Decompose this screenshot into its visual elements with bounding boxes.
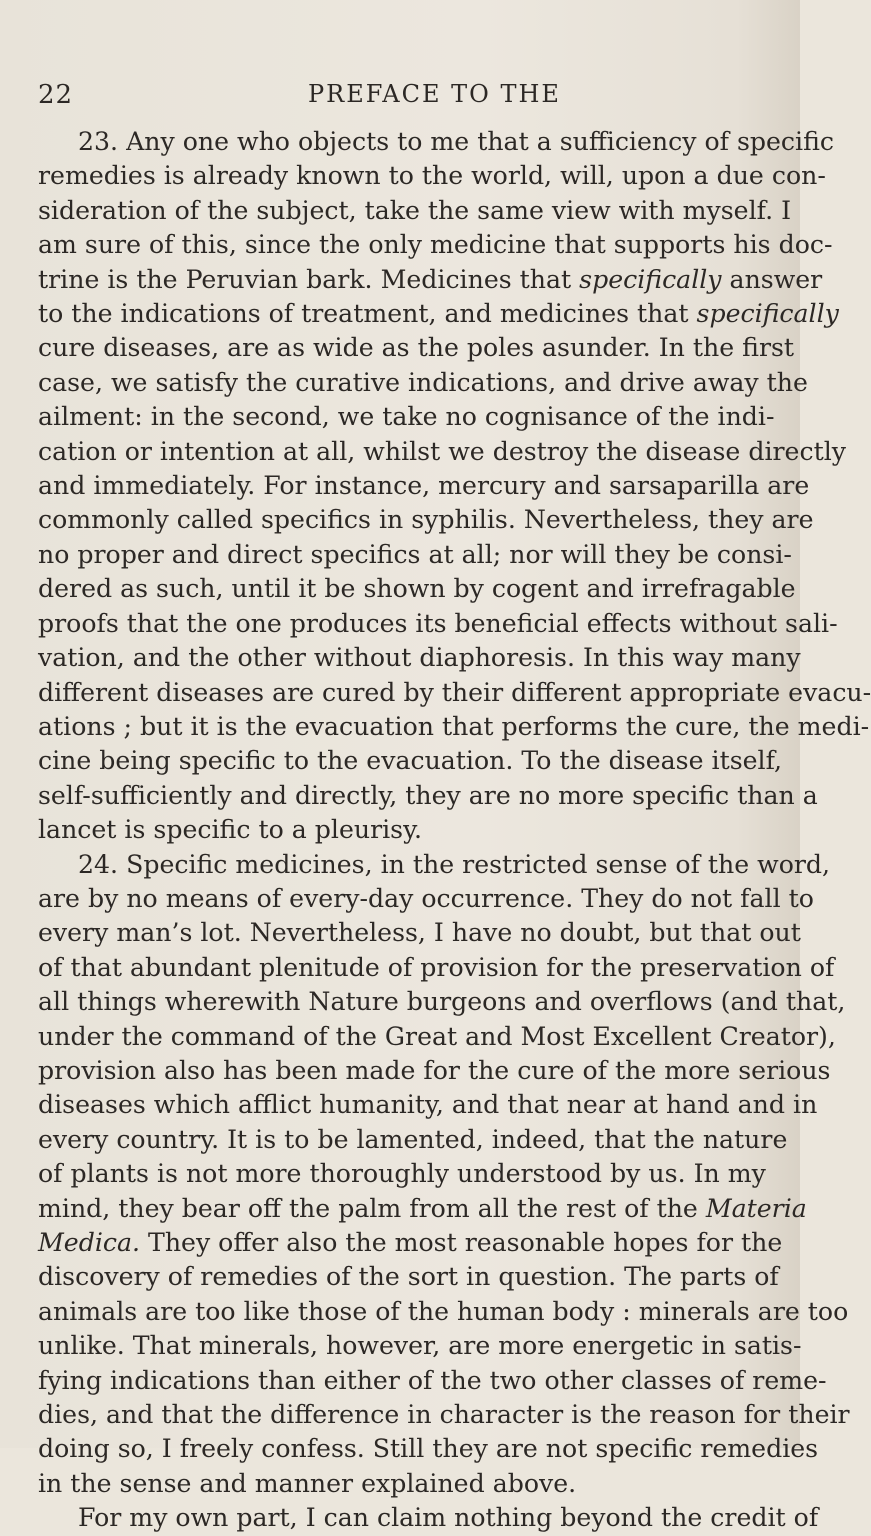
- text-line: [38, 503, 814, 537]
- text-line: [38, 1192, 807, 1226]
- text-run: commonly called specifics in syphilis. Nevertheless, they are: [38, 505, 814, 535]
- text-line: [38, 1088, 818, 1122]
- text-run: case, we satisfy the curative indications, and drive away the: [38, 367, 808, 397]
- text-run: of that abundant plenitude of provision for the preservation of: [38, 952, 835, 982]
- text-run: cation or intention at all, whilst we destroy the disease directly: [38, 436, 846, 466]
- text-run: They offer also the most reasonable hopes for the: [140, 1228, 783, 1257]
- text-line: [38, 641, 801, 675]
- text-run: doing so, I freely confess. Still they are not specific remedies: [38, 1434, 819, 1464]
- text-run: For my own part, I can claim nothing beyond the credit of: [78, 1503, 819, 1533]
- text-line: [38, 1020, 836, 1054]
- text-run: 23. Any one who objects to me that a sufficiency of specific: [78, 127, 834, 156]
- text-run: all things wherewith Nature burgeons and overflows (and that,: [38, 987, 846, 1017]
- text-run: unlike. That minerals, however, are more energetic in satis-: [38, 1331, 802, 1361]
- text-line: [38, 607, 838, 641]
- text-line: [38, 159, 826, 193]
- text-line: [38, 744, 783, 778]
- text-line: [38, 125, 834, 159]
- page-number: 22: [38, 80, 74, 110]
- text-line: [38, 1398, 850, 1432]
- text-line: [38, 1260, 779, 1294]
- italic-text-run: Materia: [705, 1193, 807, 1223]
- text-line: [38, 916, 801, 950]
- text-run: dies, and that the difference in character is the reason for their: [38, 1400, 850, 1430]
- text-line: [38, 400, 775, 434]
- text-line: [38, 951, 835, 985]
- text-line: [38, 469, 810, 503]
- text-run: different diseases are cured by their different appropriate evacu-: [38, 677, 871, 707]
- text-run: sideration of the subject, take the same view with myself. I: [38, 195, 792, 225]
- text-line: [38, 572, 796, 606]
- text-run: dered as such, until it be shown by cogent and irrefragable: [38, 574, 796, 604]
- page-header: [38, 80, 750, 110]
- text-run: animals are too like those of the human body : minerals are too: [38, 1296, 849, 1326]
- paragraph: [38, 125, 871, 848]
- text-run: under the command of the Great and Most Excellent Creator),: [38, 1021, 836, 1051]
- text-line: [38, 1123, 788, 1157]
- text-line: [38, 1467, 760, 1501]
- italic-text-run: specifically: [696, 299, 839, 329]
- text-line: [38, 263, 823, 297]
- text-line: [38, 813, 760, 847]
- paragraph: [38, 848, 850, 1502]
- text-run: and immediately. For instance, mercury and sarsaparilla are: [38, 471, 810, 501]
- text-line: [38, 1364, 827, 1398]
- text-run: diseases which afflict humanity, and that near at hand and in: [38, 1090, 818, 1120]
- text-line: [38, 985, 846, 1019]
- italic-text-run: specifically: [579, 264, 722, 294]
- text-line: [38, 1054, 831, 1088]
- text-line: [38, 1157, 766, 1191]
- running-head: PREFACE TO THE: [308, 80, 561, 108]
- text-run: discovery of remedies of the sort in question. The parts of: [38, 1262, 779, 1292]
- text-run: self-sufficiently and directly, they are no more specific than a: [38, 780, 818, 810]
- text-run: of plants is not more thoroughly understood by us. In my: [38, 1159, 766, 1189]
- text-run: fying indications than either of the two other classes of reme-: [38, 1365, 827, 1395]
- text-line: [38, 228, 833, 262]
- text-run: lancet is specific to a pleurisy.: [38, 815, 422, 845]
- text-run: every country. It is to be lamented, indeed, that the nature: [38, 1124, 788, 1154]
- text-run: remedies is already known to the world, will, upon a due con-: [38, 161, 826, 191]
- text-run: provision also has been made for the cure of the more serious: [38, 1055, 831, 1085]
- body-text: [38, 125, 871, 1536]
- text-line: [38, 1432, 819, 1466]
- text-line: [38, 366, 808, 400]
- text-line: [38, 435, 846, 469]
- text-line: [38, 297, 839, 331]
- text-line: [38, 538, 792, 572]
- text-run: answer: [721, 264, 823, 294]
- text-line: [38, 1329, 802, 1363]
- text-run: vation, and the other without diaphoresis. In this way many: [38, 643, 801, 673]
- text-line: [38, 710, 870, 744]
- text-line: [38, 1501, 819, 1535]
- text-run: in the sense and manner explained above.: [38, 1468, 577, 1498]
- text-run: no proper and direct specifics at all; nor will they be consi-: [38, 539, 792, 569]
- text-run: am sure of this, since the only medicine that supports his doc-: [38, 230, 833, 260]
- text-line: [38, 331, 795, 365]
- text-run: every man’s lot. Nevertheless, I have no doubt, but that out: [38, 918, 801, 948]
- text-line: [38, 882, 814, 916]
- text-run: cine being specific to the evacuation. To the disease itself,: [38, 746, 783, 776]
- text-run: mind, they bear off the palm from all the rest of the: [38, 1193, 706, 1223]
- text-run: 24. Specific medicines, in the restricted sense of the word,: [78, 849, 831, 879]
- text-line: [38, 676, 871, 710]
- paragraph: [38, 1501, 819, 1535]
- italic-text-run: Medica.: [38, 1228, 141, 1257]
- text-line: [38, 848, 831, 882]
- text-line: [38, 194, 792, 228]
- text-run: trine is the Peruvian bark. Medicines that: [38, 264, 580, 294]
- text-line: [38, 1295, 849, 1329]
- text-run: to the indications of treatment, and medicines that: [38, 299, 697, 329]
- text-line: [38, 1226, 783, 1260]
- text-run: cure diseases, are as wide as the poles asunder. In the first: [38, 333, 795, 363]
- text-run: are by no means of every-day occurrence. They do not fall to: [38, 883, 814, 913]
- text-run: ations ; but it is the evacuation that performs the cure, the medi-: [38, 711, 870, 741]
- text-line: [38, 779, 818, 813]
- text-run: proofs that the one produces its beneficial effects without sali-: [38, 608, 838, 638]
- text-run: ailment: in the second, we take no cognisance of the indi-: [38, 402, 775, 432]
